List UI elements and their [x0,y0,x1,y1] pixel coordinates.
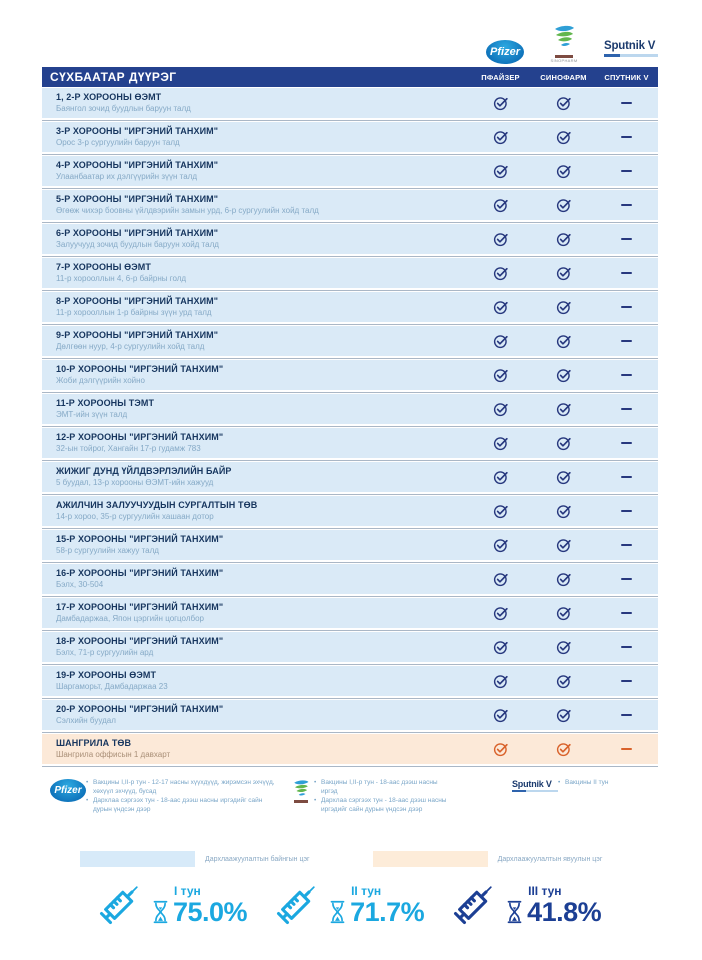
check-icon [493,197,509,213]
cell-sinopharm [532,95,595,111]
check-icon [556,571,572,587]
check-icon [493,571,509,587]
stat-bottom [329,899,424,925]
cell-pfizer [469,503,532,519]
dose-label: III тун [528,884,562,898]
cell-sputnik [595,197,658,213]
column-header-sputnik: СПУТНИК V [604,72,649,82]
location-address: ЭМТ-ийн зүүн талд [56,410,128,419]
cell-pfizer [469,367,532,383]
sinopharm-cn-mark [294,800,308,803]
check-icon [493,741,509,757]
row-text [42,194,469,216]
check-icon [556,401,572,417]
legend-item-permanent [80,851,310,867]
check-icon [556,367,572,383]
location-address: Баянгол зочид буудлын баруун талд [56,104,191,113]
dash-icon [621,374,632,377]
row-cells [469,197,658,213]
check-icon [493,163,509,179]
dash-icon [621,476,632,479]
pfizer-logo-oval [50,779,86,802]
sinopharm-footnotes [314,779,454,815]
dash-icon [621,612,632,615]
location-address: Орос 3-р сургуулийн баруун талд [56,138,180,147]
location-title: 17-Р ХОРООНЫ "ИРГЭНИЙ ТАНХИМ" [56,602,224,612]
row-cells [469,129,658,145]
stat-bottom [506,899,601,925]
row-cells [469,435,658,451]
dash-icon [621,442,632,445]
check-icon [493,537,509,553]
sinopharm-leaves-icon [551,24,577,48]
location-address: 14-р хороо, 35-р сургуулийн хашаан дотор [56,512,214,521]
location-address: Өгөөж чихэр боовны үйлдвэрийн замын урд, 6-р сургуулийн хойд талд [56,206,319,215]
location-address: 11-р хорооллын 4, 6-р байрны голд [56,274,187,283]
cell-sputnik [595,401,658,417]
check-icon [493,129,509,145]
cell-sputnik [595,503,658,519]
dose-percentage: 75.0% [173,897,248,927]
pfizer-footnotes [86,779,276,815]
cell-sputnik [595,741,658,757]
stat-right [152,885,247,925]
location-title: ШАНГРИЛА ТӨВ [56,738,132,748]
pfizer-logo-oval [486,40,524,64]
row-text [42,228,469,250]
sinopharm-leaves-icon [291,779,311,797]
pfizer-logo-small [50,779,86,802]
check-icon [556,231,572,247]
location-title: 12-Р ХОРООНЫ "ИРГЭНИЙ ТАНХИМ" [56,432,224,442]
cell-sinopharm [532,367,595,383]
footnote-item: • Вакцины I,II-р тун - 12-17 насны хүүхдүүд, жирэмсэн эхчүүд, хөхүүл эхчүүд, бусад [86,779,276,796]
column-header-pfizer: ПФАЙЗЕР [481,72,520,82]
dose-stat [442,874,601,936]
footnote-item: • Вакцины I,II-р тун - 18-аас дээш насны иргэд [314,779,454,796]
dose-statistics [88,874,619,936]
legend-label: Дархлаажуулалтын байнгын цэг [205,855,310,863]
location-address: Бэлх, 30-504 [56,580,104,589]
row-text [42,738,469,760]
location-title: 6-Р ХОРООНЫ "ИРГЭНИЙ ТАНХИМ" [56,228,219,238]
cell-sputnik [595,605,658,621]
cell-pfizer [469,537,532,553]
dose-stat [88,874,247,936]
location-address: Шаргаморьт, Дамбадаржаа 23 [56,682,168,691]
cell-sputnik [595,469,658,485]
dash-icon [621,578,632,581]
dash-icon [621,170,632,173]
row-text [42,636,469,658]
cell-sinopharm [532,673,595,689]
row-text [42,364,469,386]
dash-icon [621,408,632,411]
location-title: 15-Р ХОРООНЫ "ИРГЭНИЙ ТАНХИМ" [56,534,224,544]
cell-pfizer [469,469,532,485]
sputnik-logo [604,40,658,57]
location-title: 10-Р ХОРООНЫ "ИРГЭНИЙ ТАНХИМ" [56,364,224,374]
column-headers [469,73,658,82]
cell-pfizer [469,435,532,451]
dash-icon [621,748,632,751]
dash-icon [621,306,632,309]
check-icon [493,299,509,315]
row-cells [469,537,658,553]
location-title: ЖИЖИГ ДУНД ҮЙЛДВЭРЛЭЛИЙН БАЙР [56,466,232,476]
check-icon [493,231,509,247]
cell-pfizer [469,639,532,655]
location-address: Улаанбаатар их дэлгүүрийн зүүн талд [56,172,197,181]
cell-sinopharm [532,707,595,723]
location-address: 11-р хорооллын 1-р байрны зүүн урд талд [56,308,212,317]
sinopharm-logo-text: SINOPHARM [550,58,578,63]
cell-pfizer [469,95,532,111]
cell-sinopharm [532,231,595,247]
cell-sinopharm [532,639,595,655]
dose-label: I тун [174,884,201,898]
cell-sputnik [595,95,658,111]
row-cells [469,231,658,247]
location-address: 5 буудал, 13-р хорооны ӨЭМТ-ийн хажууд [56,478,214,487]
row-cells [469,95,658,111]
footnote-item: • Вакцины II тун [558,779,628,788]
dose-percentage: 41.8% [527,897,602,927]
table-row [42,190,658,220]
cell-pfizer [469,741,532,757]
check-icon [556,197,572,213]
table-row [42,598,658,628]
row-cells [469,503,658,519]
footnotes [50,779,670,815]
row-cells [469,707,658,723]
cell-sinopharm [532,571,595,587]
table-row [42,122,658,152]
check-icon [493,605,509,621]
row-cells [469,299,658,315]
syringe-icon [88,874,150,936]
dash-icon [621,680,632,683]
table-row [42,700,658,730]
table-row [42,734,658,764]
cell-sinopharm [532,129,595,145]
sputnik-tagline-bar [604,54,658,57]
location-title: 3-Р ХОРООНЫ "ИРГЭНИЙ ТАНХИМ" [56,126,219,136]
dash-icon [621,510,632,513]
row-cells [469,469,658,485]
location-title: 8-Р ХОРООНЫ "ИРГЭНИЙ ТАНХИМ" [56,296,219,306]
cell-sputnik [595,333,658,349]
cell-sinopharm [532,333,595,349]
check-icon [556,265,572,281]
location-title: 19-Р ХОРООНЫ ӨЭМТ [56,670,157,680]
location-title: 11-Р ХОРООНЫ ТЭМТ [56,398,155,408]
dash-icon [621,204,632,207]
footnote-item: • Дархлаа сэргээх тун - 18-аас дээш насны иргэдийг сайн дурын үндсэн дээр [86,797,276,814]
pfizer-logo-text: Pfizer [54,785,82,796]
table-row [42,632,658,662]
location-address: Жоби дэлгүүрийн хойно [56,376,145,385]
dash-icon [621,272,632,275]
cell-sinopharm [532,503,595,519]
location-address: Залуучууд зочид буудлын баруун хойд талд [56,240,219,249]
hourglass-icon [506,899,523,925]
table-row [42,428,658,458]
check-icon [556,707,572,723]
check-icon [493,673,509,689]
check-icon [493,95,509,111]
cell-sinopharm [532,741,595,757]
dash-icon [621,340,632,343]
row-text [42,568,469,590]
cell-sputnik [595,299,658,315]
cell-sputnik [595,435,658,451]
check-icon [556,673,572,689]
cell-sputnik [595,163,658,179]
column-header-sinopharm: СИНОФАРМ [540,72,587,82]
location-title: 1, 2-Р ХОРООНЫ ӨЭМТ [56,92,162,102]
check-icon [556,469,572,485]
cell-pfizer [469,129,532,145]
sputnik-logo-text: Sputnik V [604,40,656,52]
cell-sputnik [595,367,658,383]
cell-sputnik [595,707,658,723]
check-icon [556,537,572,553]
pfizer-logo-text: Pfizer [490,46,520,58]
cell-sputnik [595,639,658,655]
check-icon [493,639,509,655]
cell-sinopharm [532,435,595,451]
row-text [42,602,469,624]
table-row [42,156,658,186]
check-icon [493,333,509,349]
cell-sinopharm [532,469,595,485]
stat-right [506,885,601,925]
cell-sinopharm [532,401,595,417]
location-title: 9-Р ХОРООНЫ "ИРГЭНИЙ ТАНХИМ" [56,330,219,340]
footnote-item: • Дархлаа сэргээх тун - 18-аас дээш насны иргэдийг сайн дурын үндсэн дээр [314,797,454,814]
location-address: Сэлхийн буудал [56,716,116,725]
syringe-icon [265,874,327,936]
table-row [42,326,658,356]
cell-sputnik [595,571,658,587]
sputnik-logo-small [512,779,558,792]
cell-sputnik [595,129,658,145]
row-text [42,704,469,726]
legend-item-mobile [373,851,603,867]
table-row [42,462,658,492]
cell-sputnik [595,537,658,553]
cell-pfizer [469,163,532,179]
table-row [42,530,658,560]
row-text [42,466,469,488]
check-icon [493,707,509,723]
check-icon [556,95,572,111]
row-text [42,432,469,454]
check-icon [493,435,509,451]
stat-bottom [152,899,247,925]
row-text [42,670,469,692]
row-cells [469,163,658,179]
pfizer-logo [486,40,524,64]
location-title: 5-Р ХОРООНЫ "ИРГЭНИЙ ТАНХИМ" [56,194,219,204]
cell-pfizer [469,707,532,723]
check-icon [493,367,509,383]
cell-pfizer [469,197,532,213]
table-row [42,564,658,594]
vaccination-points-table [42,88,658,767]
dose-label: II тун [351,884,382,898]
row-cells [469,265,658,281]
cell-sinopharm [532,197,595,213]
check-icon [556,299,572,315]
table-row [42,88,658,118]
check-icon [493,401,509,417]
cell-pfizer [469,401,532,417]
dash-icon [621,544,632,547]
district-title: СҮХБААТАР ДҮҮРЭГ [50,70,177,84]
dash-icon [621,238,632,241]
check-icon [556,605,572,621]
cell-sinopharm [532,299,595,315]
mobile-point-swatch [373,851,488,867]
row-text [42,296,469,318]
row-text [42,534,469,556]
permanent-point-swatch [80,851,195,867]
dose-stat [265,874,424,936]
dash-icon [621,646,632,649]
hourglass-icon [152,899,169,925]
check-icon [493,503,509,519]
cell-sinopharm [532,265,595,281]
legend [80,851,602,867]
stat-right [329,885,424,925]
syringe-icon [442,874,504,936]
table-row [42,292,658,322]
check-icon [556,333,572,349]
location-title: 4-Р ХОРООНЫ "ИРГЭНИЙ ТАНХИМ" [56,160,219,170]
cell-pfizer [469,231,532,247]
cell-sinopharm [532,163,595,179]
check-icon [493,469,509,485]
row-cells [469,605,658,621]
location-address: Дөлгөөн нуур, 4-р сургуулийн хойд талд [56,342,205,351]
sinopharm-logo-small [288,779,314,804]
row-cells [469,571,658,587]
cell-pfizer [469,673,532,689]
table-header [42,67,658,87]
row-cells [469,741,658,757]
dash-icon [621,102,632,105]
sputnik-logo-text: Sputnik V [512,779,552,789]
location-title: 18-Р ХОРООНЫ "ИРГЭНИЙ ТАНХИМ" [56,636,224,646]
table-row [42,394,658,424]
check-icon [556,741,572,757]
dash-icon [621,136,632,139]
sputnik-tagline-bar [512,790,558,792]
row-cells [469,367,658,383]
row-text [42,500,469,522]
check-icon [556,163,572,179]
location-title: АЖИЛЧИН ЗАЛУУЧУУДЫН СУРГАЛТЫН ТӨВ [56,500,258,510]
location-address: 32-ын тойрог, Хангайн 17-р гудамж 783 [56,444,201,453]
cell-pfizer [469,333,532,349]
cell-pfizer [469,571,532,587]
dash-icon [621,714,632,717]
location-title: 16-Р ХОРООНЫ "ИРГЭНИЙ ТАНХИМ" [56,568,224,578]
cell-pfizer [469,299,532,315]
sputnik-footnotes [558,779,628,789]
check-icon [556,129,572,145]
row-text [42,262,469,284]
cell-pfizer [469,605,532,621]
check-icon [556,435,572,451]
location-title: 7-Р ХОРООНЫ ӨЭМТ [56,262,151,272]
cell-sputnik [595,673,658,689]
row-text [42,160,469,182]
location-address: 58-р сургуулийн хажуу талд [56,546,159,555]
location-title: 20-Р ХОРООНЫ "ИРГЭНИЙ ТАНХИМ" [56,704,224,714]
hourglass-icon [329,899,346,925]
check-icon [556,639,572,655]
row-text [42,398,469,420]
location-address: Бэлх, 71-р сургуулийн ард [56,648,154,657]
cell-sputnik [595,231,658,247]
cell-sinopharm [532,537,595,553]
check-icon [556,503,572,519]
table-row [42,666,658,696]
table-row [42,258,658,288]
table-row [42,496,658,526]
cell-pfizer [469,265,532,281]
table-row [42,224,658,254]
dose-percentage: 71.7% [350,897,425,927]
cell-sputnik [595,265,658,281]
row-text [42,92,469,114]
row-cells [469,401,658,417]
sinopharm-logo [548,24,580,63]
table-row [42,360,658,390]
location-address: Дамбадаржаа, Япон цэргийн цогцолбор [56,614,204,623]
cell-sinopharm [532,605,595,621]
row-text [42,330,469,352]
location-address: Шангрила оффисын 1 давхарт [56,750,171,759]
row-cells [469,333,658,349]
row-cells [469,673,658,689]
row-cells [469,639,658,655]
legend-label: Дархлаажуулалтын явуулын цэг [497,855,603,863]
row-text [42,126,469,148]
check-icon [493,265,509,281]
